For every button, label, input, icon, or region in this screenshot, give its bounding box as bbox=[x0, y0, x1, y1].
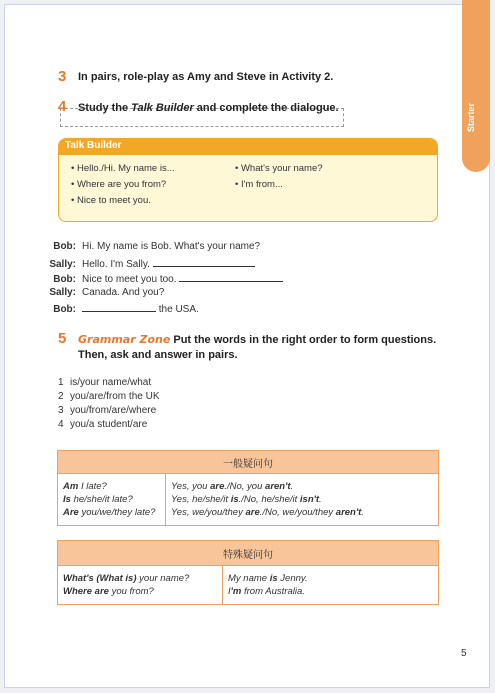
grammar-example: Yes, he/she/it is./No, he/she/it isn't. bbox=[171, 494, 322, 505]
dialogue-text: Nice to meet you too. bbox=[82, 274, 180, 285]
general-questions-left bbox=[58, 474, 166, 525]
grammar-example: Where are you from? bbox=[63, 586, 154, 597]
dialogue-text: Canada. And you? bbox=[82, 287, 165, 298]
grammar-table-general bbox=[57, 450, 439, 526]
talk-builder-phrase: • Nice to meet you. bbox=[71, 195, 151, 206]
exercise-3-number: 3 bbox=[58, 68, 67, 85]
grammar-example: My name is Jenny. bbox=[228, 573, 308, 584]
dialogue-line bbox=[36, 302, 199, 315]
grammar-example: What's (What is) your name? bbox=[63, 573, 190, 584]
speaker-label: Bob: bbox=[53, 274, 76, 285]
answer-blank[interactable] bbox=[82, 302, 156, 312]
dialogue-text: Hello. I'm Sally. bbox=[82, 259, 153, 270]
dialogue-line bbox=[36, 287, 164, 298]
answer-blank[interactable] bbox=[153, 257, 255, 267]
talk-builder-phrase: • Hello./Hi. My name is... bbox=[71, 163, 175, 174]
speaker-label: Bob: bbox=[53, 241, 76, 252]
special-questions-body bbox=[58, 566, 438, 604]
speaker-label: Sally: bbox=[49, 259, 76, 270]
general-questions-right bbox=[166, 474, 438, 525]
general-questions-header: 一般疑问句 bbox=[58, 451, 438, 474]
exercise-4-instruction: Study the Talk Builder and complete the dialogue. bbox=[78, 102, 339, 114]
grammar-table-special bbox=[57, 540, 439, 605]
grammar-example: Yes, you are./No, you aren't. bbox=[171, 481, 294, 492]
special-questions-header: 特殊疑问句 bbox=[58, 541, 438, 566]
grammar-example: Am I late? bbox=[63, 481, 107, 492]
exercise-4-number: 4 bbox=[58, 98, 67, 115]
dialogue-line bbox=[36, 257, 255, 270]
exercise-5-text: Put the words in the right order to form questions. Then, ask and answer in pairs. bbox=[78, 334, 437, 361]
grammar-example: Yes, we/you/they are./No, we/you/they aren't. bbox=[171, 507, 364, 518]
talk-builder-phrase: • I'm from... bbox=[235, 179, 283, 190]
talk-builder-box bbox=[58, 138, 438, 222]
dialogue-line bbox=[36, 241, 260, 252]
question-item: 3 you/from/are/where bbox=[58, 405, 157, 416]
speaker-label: Bob: bbox=[53, 304, 76, 315]
general-questions-body bbox=[58, 474, 438, 525]
dialogue-line bbox=[36, 272, 283, 285]
side-tab bbox=[462, 0, 490, 172]
grammar-example: Are you/we/they late? bbox=[63, 507, 156, 518]
question-item: 1 is/your name/what bbox=[58, 377, 152, 388]
exercise-5-number: 5 bbox=[58, 330, 67, 347]
exercise-5-instruction bbox=[78, 332, 438, 363]
exercise-3-instruction: In pairs, role-play as Amy and Steve in Activity 2. bbox=[78, 71, 334, 83]
talk-builder-title: Talk Builder bbox=[65, 140, 122, 151]
talk-builder-phrase: • Where are you from? bbox=[71, 179, 166, 190]
speaker-label: Sally: bbox=[49, 287, 76, 298]
grammar-example: Is he/she/it late? bbox=[63, 494, 133, 505]
dialogue-text: Hi. My name is Bob. What's your name? bbox=[82, 241, 261, 252]
page-number: 5 bbox=[461, 648, 467, 659]
side-tab-label: Starter bbox=[466, 102, 476, 132]
talk-builder-phrase: • What's your name? bbox=[235, 163, 323, 174]
dialogue-text: the USA. bbox=[156, 304, 199, 315]
question-item: 4 you/a student/are bbox=[58, 419, 148, 430]
question-item: 2 you/are/from the UK bbox=[58, 391, 160, 402]
grammar-example: I'm from Australia. bbox=[228, 586, 305, 597]
grammar-zone-label: Grammar Zone bbox=[78, 333, 171, 346]
answer-blank[interactable] bbox=[179, 272, 283, 282]
special-questions-left bbox=[58, 566, 223, 604]
special-questions-right bbox=[223, 566, 438, 604]
